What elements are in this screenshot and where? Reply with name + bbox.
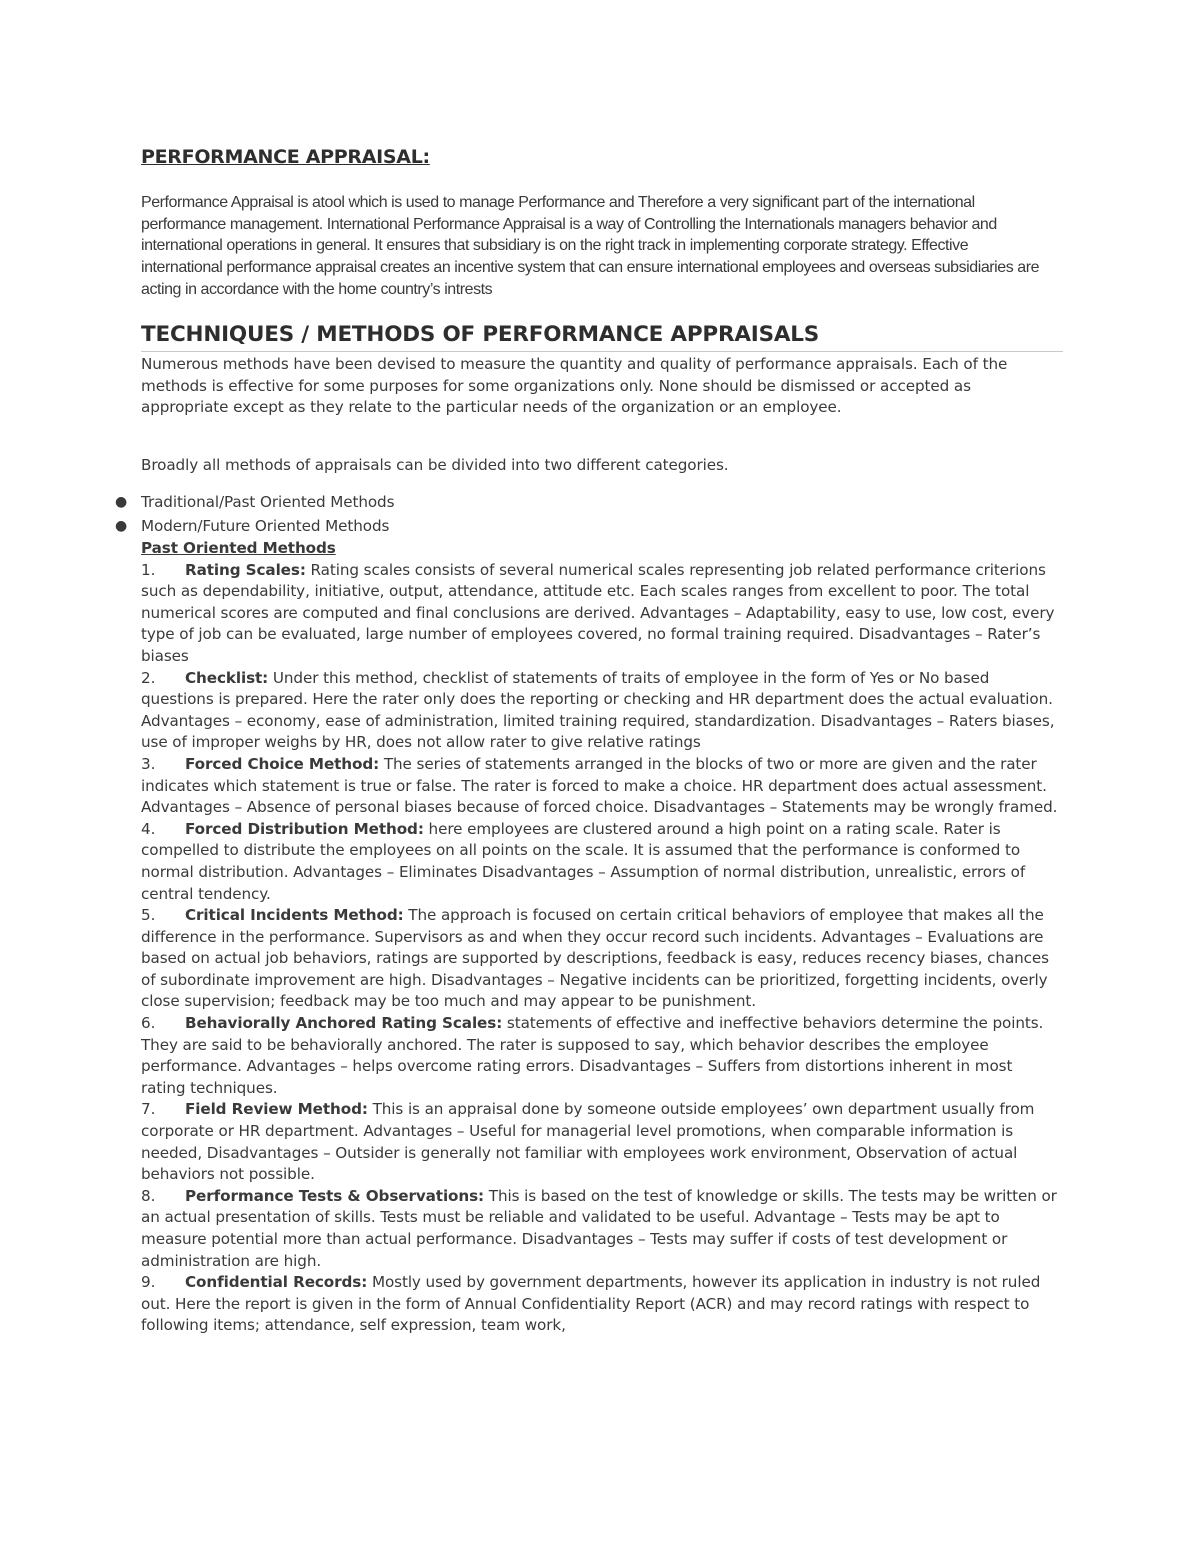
method-item <box>141 905 1061 1013</box>
method-item <box>141 1013 1061 1099</box>
method-description: This is an appraisal done by someone outside employees’ own department usually from corporate or HR department. Advantages – Useful for managerial level promotions, when comparable information is needed, Disadvantages – Outsider is generally not familiar with employees work environment, Observation of actual behaviors not possible. <box>141 1100 1035 1184</box>
method-title: Field Review Method: <box>185 1100 368 1119</box>
method-description: This is based on the test of knowledge or skills. The tests may be written or an actual presentation of skills. Tests must be reliable and validated to be useful. Advantage – Tests may be apt to measure potential more than actual performance. Disadvantages – Tests may suffer if costs of test development or administration are high. <box>141 1186 1057 1270</box>
method-title: Forced Choice Method: <box>185 754 380 773</box>
method-number: 7. <box>141 1100 156 1119</box>
method-description: statements of effective and ineffective behaviors determine the points. They are said to be behaviorally anchored. The rater is supposed to say, which behavior describes the employee performance. Advantages – helps overcome rating errors. Disadvantages – Suffers from distortions inherent in most rating techniques. <box>141 1014 1044 1097</box>
method-description: here employees are clustered around a high point on a rating scale. Rater is compelled to distribute the employees on all points on the scale. It is assumed that the performance is conformed to normal distribution. Advantages – Eliminates Disadvantages – Assumption of normal distribution, unrealistic, errors of central tendency. <box>141 819 1026 903</box>
list-item <box>115 516 1061 540</box>
section-divider <box>141 351 1063 352</box>
categories-paragraph: Broadly all methods of appraisals can be divided into two different categories. <box>141 456 729 474</box>
method-title: Confidential Records: <box>185 1273 368 1292</box>
method-number: 6. <box>141 1014 156 1033</box>
method-item <box>141 754 1061 819</box>
method-number: 5. <box>141 906 156 925</box>
method-title: Rating Scales: <box>185 560 306 579</box>
method-description: Under this method, checklist of statements of traits of employee in the form of Yes or No based questions is prepared. Here the rater only does the reporting or checking and HR department does the actual evaluation. Advantages – economy, ease of administration, limited training required, standardization. Disadvantages – Raters biases, use of improper weighs by HR, does not allow rater to give relative ratings <box>141 668 1055 752</box>
methods-list <box>141 538 1061 1337</box>
intro-paragraph: Performance Appraisal is atool which is used to manage Performance and Therefore a very significant part of the international performance management. International Performance Appraisal is a way of Controlling the Internationals managers behavior and international operations in general. It ensures that subsidiary is on the right track in implementing corporate strategy. Effective international performance appraisal creates an incentive system that can ensure international employees and overseas subsidiaries are acting in accordance with the home country’s intrests <box>141 194 1040 298</box>
method-description: The series of statements arranged in the blocks of two or more are given and the rater indicates which statement is true or false. The rater is forced to make a choice. HR department does actual assessment. Advantages – Absence of personal biases because of forced choice. Disadvantages – Statements may be wrongly framed. <box>141 754 1058 817</box>
methods-overview-paragraph: Numerous methods have been devised to measure the quantity and quality of performance appraisals. Each of the methods is effective for some purposes for some organizations only. None should be dismissed or accepted as appropriate except as they relate to the particular needs of the organization or an employee. <box>141 355 1008 417</box>
section-heading: TECHNIQUES / METHODS OF PERFORMANCE APPRAISALS <box>141 322 820 347</box>
bullet-icon: ● <box>115 494 128 510</box>
method-item <box>141 668 1061 754</box>
method-item <box>141 1186 1061 1272</box>
method-number: 9. <box>141 1273 156 1292</box>
method-description: Rating scales consists of several numerical scales representing job related performance criterions such as dependability, initiative, output, attendance, attitude etc. Each scales ranges from excellent to poor. The total numerical scores are computed and final conclusions are derived. Advantages – Adaptability, easy to use, low cost, every type of job can be evaluated, large number of employees covered, no formal training required. Disadvantages – Rater’s biases <box>141 560 1055 665</box>
method-item <box>141 819 1061 905</box>
method-number: 2. <box>141 668 156 687</box>
method-number: 1. <box>141 560 156 579</box>
method-title: Checklist: <box>185 668 269 687</box>
method-number: 4. <box>141 819 156 838</box>
list-item <box>115 492 1061 516</box>
method-item <box>141 560 1061 668</box>
method-title: Performance Tests & Observations: <box>185 1186 485 1205</box>
method-item <box>141 1099 1061 1185</box>
method-number: 3. <box>141 754 156 773</box>
method-number: 8. <box>141 1186 156 1205</box>
method-item <box>141 1272 1061 1337</box>
past-methods-heading: Past Oriented Methods <box>141 539 336 557</box>
category-list <box>115 492 1061 540</box>
method-description: The approach is focused on certain critical behaviors of employee that makes all the difference in the performance. Supervisors as and when they occur record such incidents. Advantages – Evaluations are based on actual job behaviors, ratings are supported by descriptions, feedback is easy, reduces recency biases, chances of subordinate improvement are high. Disadvantages – Negative incidents can be prioritized, forgetting incidents, overly close supervision; feedback may be too much and may appear to be punishment. <box>141 906 1049 1011</box>
bullet-icon: ● <box>115 518 128 534</box>
document-heading: PERFORMANCE APPRAISAL: <box>141 146 430 168</box>
list-item-label: Traditional/Past Oriented Methods <box>141 493 395 511</box>
method-description: Mostly used by government departments, however its application in industry is not ruled out. Here the report is given in the form of Annual Confidentiality Report (ACR) and may record ratings with respect to following items; attendance, self expression, team work, <box>141 1273 1041 1335</box>
list-item-label: Modern/Future Oriented Methods <box>141 517 390 535</box>
method-title: Behaviorally Anchored Rating Scales: <box>185 1014 503 1033</box>
method-title: Forced Distribution Method: <box>185 819 424 838</box>
method-title: Critical Incidents Method: <box>185 906 404 925</box>
